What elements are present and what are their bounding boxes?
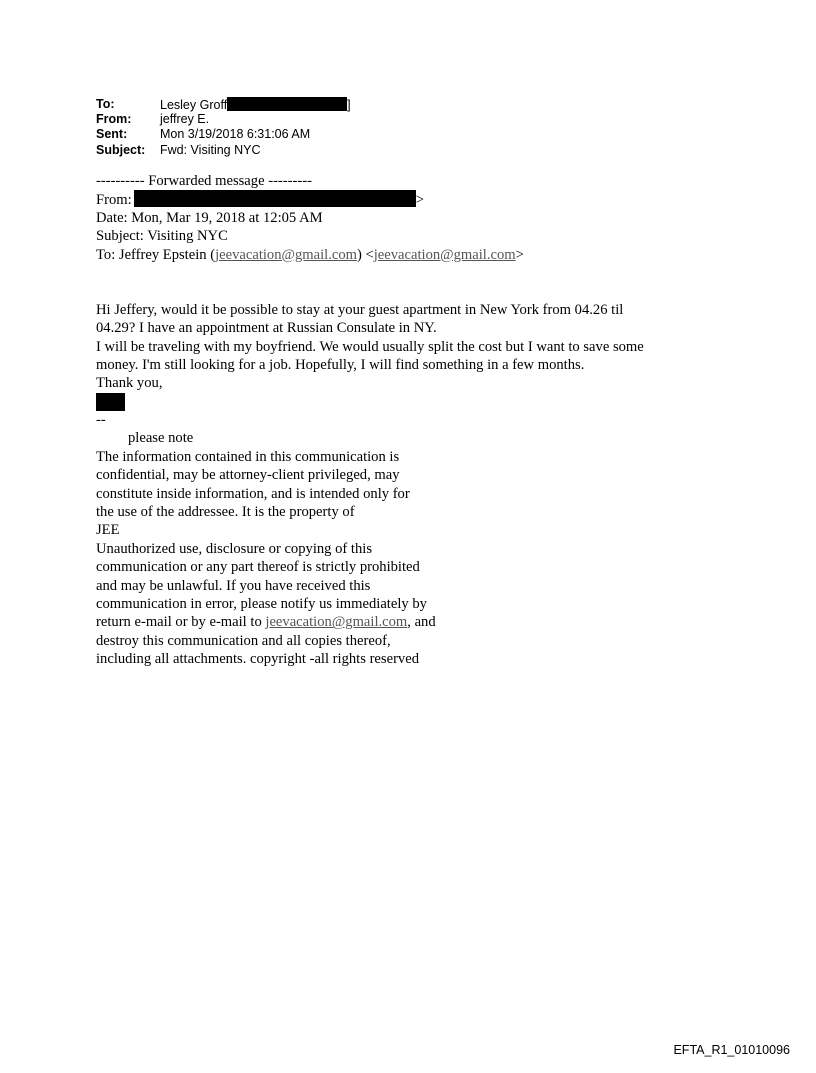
signature-dashes: -- [96,412,106,429]
disclaimer-return-suffix: , and [407,614,436,631]
redaction-sender-name [96,393,125,411]
disclaimer-return-prefix: return e-mail or by e-mail to [96,614,266,631]
disclaimer-line: constitute inside information, and is intended only for [96,485,410,502]
from-value: jeffrey E. [160,112,210,127]
forwarded-subject: Subject: Visiting NYC [96,228,228,245]
disclaimer-line: The information contained in this communication is [96,448,400,465]
forwarded-date: Date: Mon, Mar 19, 2018 at 12:05 AM [96,209,323,226]
signature-name-line [96,393,736,411]
disclaimer-line: including all attachments. copyright -all rights reserved [96,651,419,668]
disclaimer-line: the use of the addressee. It is the property of [96,504,355,521]
message-line: 04.29? I have an appointment at Russian Consulate in NY. [96,320,437,337]
forwarded-from-close: > [415,192,424,209]
disclaimer-line: communication in error, please notify us immediately by [96,596,427,612]
forwarded-to-suffix: > [515,246,524,263]
message-line: Thank you, [96,375,163,392]
sent-value: Mon 3/19/2018 6:31:06 AM [160,127,311,142]
redaction-to-address [227,97,347,111]
to-value: Lesley Groff [160,98,228,112]
subject-label: Subject: [96,142,146,157]
disclaimer-line: communication or any part thereof is strictly prohibited [96,559,420,576]
disclaimer-line: and may be unlawful. If you have received this [96,577,371,594]
sent-label: Sent: [96,127,128,142]
forwarded-from-label: From: [96,192,132,209]
disclaimer-line: destroy this communication and all copies thereof, [96,632,391,649]
email-link[interactable]: jeevacation@gmail.com [215,246,357,263]
redaction-sender [134,190,416,207]
subject-value: Fwd: Visiting NYC [160,142,261,157]
disclaimer-line: confidential, may be attorney-client privileged, may [96,467,400,484]
to-label: To: [96,97,115,111]
disclaimer-line: JEE [96,522,120,539]
email-link[interactable]: jeevacation@gmail.com [373,246,516,263]
from-label: From: [96,112,132,127]
forwarded-to-line [96,246,736,264]
forwarded-divider: ---------- Forwarded message --------- [96,173,312,189]
message-line: money. I'm still looking for a job. Hopefully, I will find something in a few months. [96,356,585,373]
forwarded-from-line [96,190,736,208]
forwarded-to-mid: ) < [356,246,374,263]
email-link[interactable]: jeevacation@gmail.com [265,614,408,631]
spacer [96,264,736,301]
message-line: I will be traveling with my boyfriend. We would usually split the cost but I want to save some [96,338,644,355]
to-value-group [160,97,351,113]
disclaimer-line: Unauthorized use, disclosure or copying of this [96,540,373,557]
signature-note: please note [128,430,194,447]
message-line: Hi Jeffery, would it be possible to stay at your guest apartment in New York from 04.26 til [96,301,624,318]
disclaimer-return-line [96,613,736,631]
document-id: EFTA_R1_01010096 [673,1043,790,1057]
email-body [96,172,736,669]
forwarded-to-prefix: To: Jeffrey Epstein ( [96,246,216,263]
to-close-bracket: ] [347,98,351,112]
